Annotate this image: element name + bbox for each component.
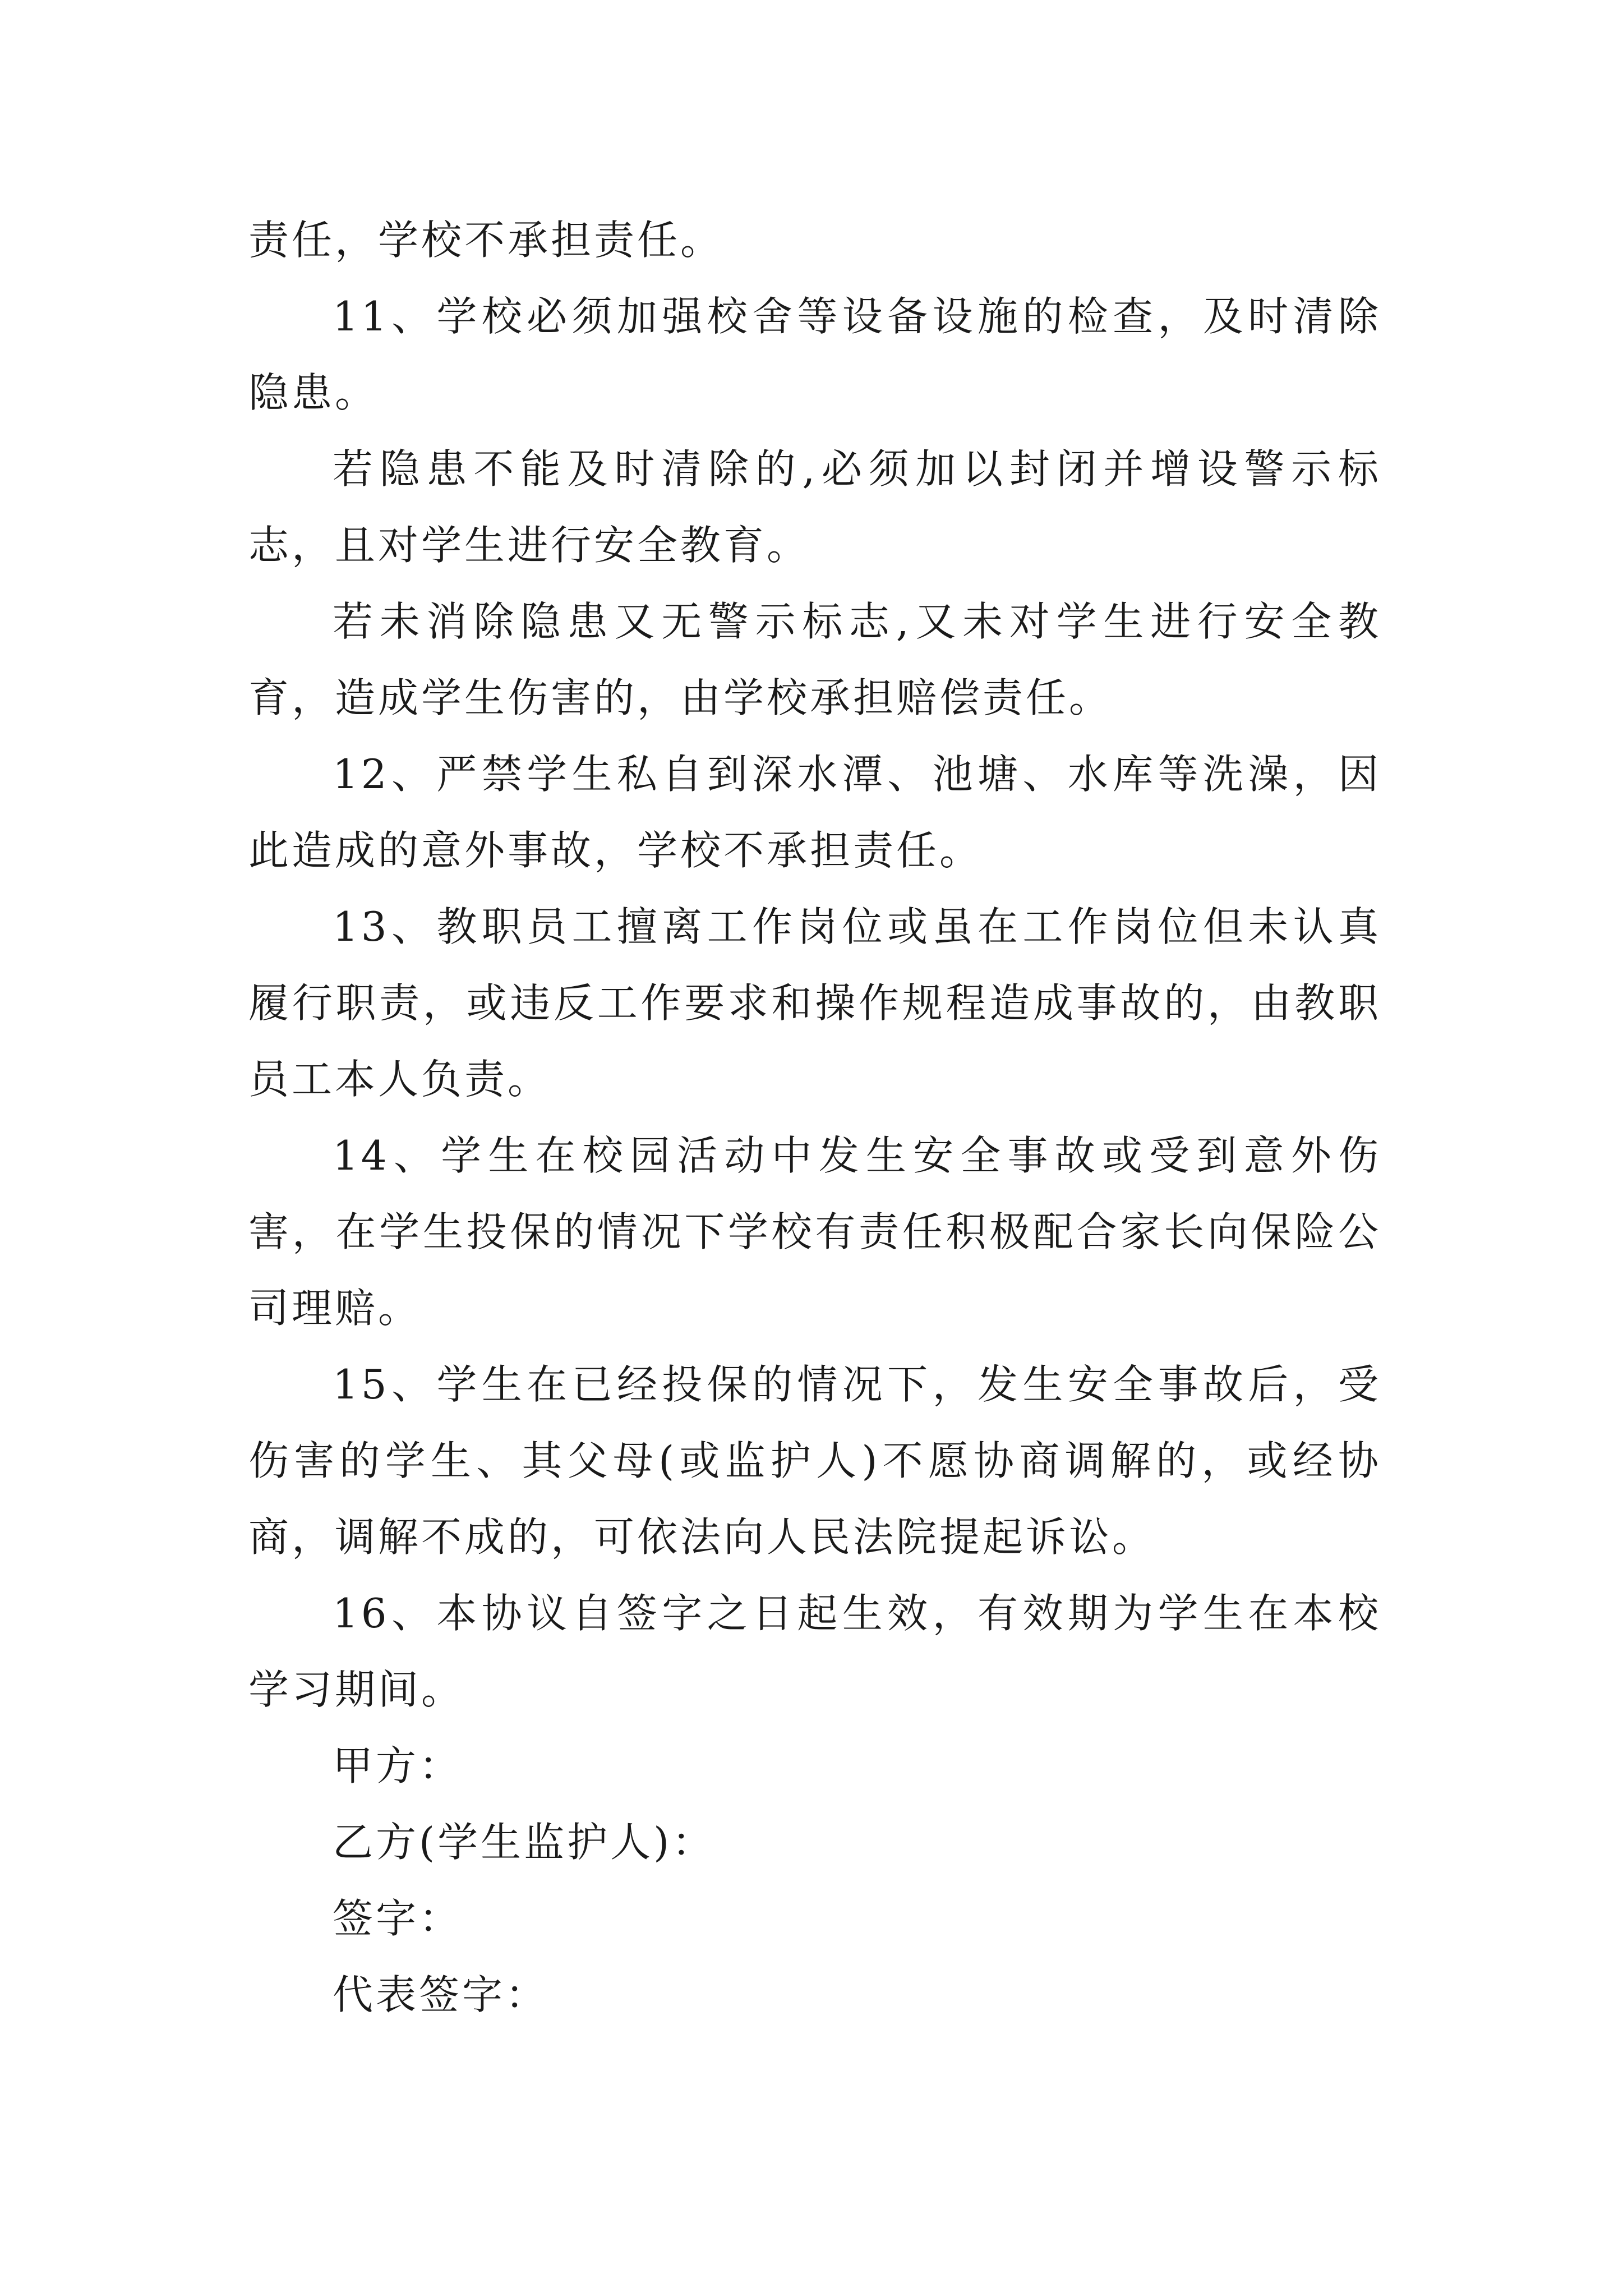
document-body: [248, 202, 1381, 2033]
paragraph-continuation: 责任，学校不承担责任。: [248, 217, 724, 264]
signature-sign: 签字：: [333, 1895, 463, 1942]
paragraph-clause-11-liability: 若未消除隐患又无警示标志,又未对学生进行安全教育，造成学生伤害的，由学校承担赔偿责任。: [248, 598, 1381, 721]
signature-representative: 代表签字：: [333, 1971, 549, 2018]
paragraph-clause-13: 13、教职员工擅离工作岗位或虽在工作岗位但未认真履行职责，或违反工作要求和操作规程造成事故的，由教职员工本人负责。: [248, 903, 1381, 1103]
signature-party-b: 乙方(学生监护人)：: [333, 1819, 716, 1866]
paragraph-clause-11: 11、学校必须加强校舍等设备设施的检查，及时清除隐患。: [248, 293, 1381, 416]
paragraph-clause-14: 14、学生在校园活动中发生安全事故或受到意外伤害，在学生投保的情况下学校有责任积极配合家长向保险公司理赔。: [248, 1132, 1381, 1332]
paragraph-clause-12: 12、严禁学生私自到深水潭、池塘、水库等洗澡，因此造成的意外事故，学校不承担责任。: [248, 751, 1381, 874]
signature-party-a: 甲方：: [333, 1742, 463, 1789]
paragraph-clause-16: 16、本协议自签字之日起生效，有效期为学生在本校学习期间。: [248, 1590, 1381, 1713]
paragraph-clause-15: 15、学生在已经投保的情况下，发生安全事故后，受伤害的学生、其父母(或监护人)不愿协商调解的，或经协商，调解不成的，可依法向人民法院提起诉讼。: [248, 1361, 1381, 1561]
paragraph-clause-11-hazard-closure: 若隐患不能及时清除的,必须加以封闭并增设警示标志，且对学生进行安全教育。: [248, 445, 1381, 569]
